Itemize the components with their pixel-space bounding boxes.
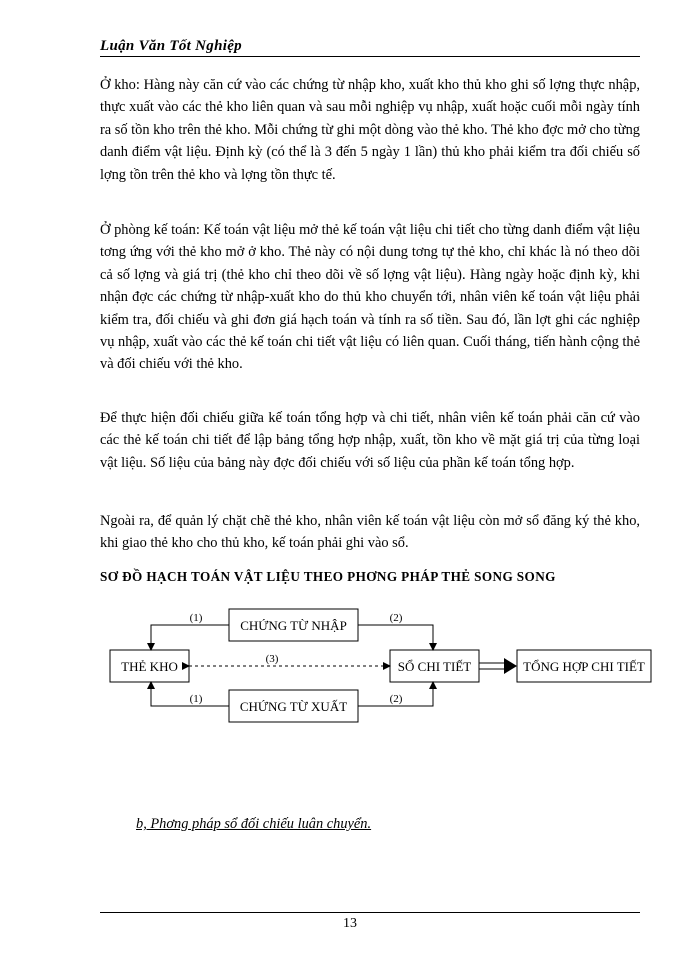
box-tong-hop-chi-tiet-label: TỔNG HỢP CHI TIẾT — [523, 659, 645, 674]
diagram-title: SƠ ĐỒ HẠCH TOÁN VẬT LIỆU THEO PHƠNG PHÁP THẺ SONG SONG — [100, 569, 556, 584]
label-middle: (3) — [265, 653, 279, 665]
page-number: 13 — [343, 916, 357, 931]
arrow-nhap-to-so-chi-tiet — [358, 625, 433, 650]
header-title: Luận Văn Tốt Nghiệp — [100, 38, 242, 54]
footer-divider — [100, 912, 640, 913]
paragraph-accounting-room: Ở phòng kế toán: Kế toán vật liệu mở thẻ kế toán vật liệu chi tiết cho từng danh điểm vật liệu tơng ứng với thẻ kho mở ở kho. Thẻ này có nội dung tơng tự thẻ kho, chỉ khác là nó theo dõi cả số lợng và giá trị (thẻ kho chỉ theo dõi về số lợng vật liệu). Hàng ngày hoặc định kỳ, khi nhận đợc các chứng từ nhập-xuất kho do thủ kho chuyển tới, nhân viên kế toán vật liệu phải kiểm tra, đối chiếu và ghi đơn giá hạch toán và tính ra số tiền. Sau đó, lần lợt ghi các nghiệp vụ nhập, xuất vào các thẻ kế toán chi tiết vật liệu có liên quan. Cuối tháng, tiến hành cộng thẻ và đối chiếu với thẻ kho. — [100, 222, 640, 373]
section-subheading: b, Phơng pháp sổ đối chiếu luân chuyển. — [136, 816, 372, 832]
label-bottom-right: (2) — [389, 693, 403, 705]
arrow-double-head — [504, 658, 517, 674]
box-chung-tu-nhap-label: CHỨNG TỪ NHẬP — [240, 618, 347, 633]
label-top-left: (1) — [189, 612, 203, 624]
box-the-kho-label: THẺ KHO — [121, 659, 178, 674]
box-chung-tu-xuat-label: CHỨNG TỪ XUẤT — [239, 699, 348, 714]
paragraph-registration: Ngoài ra, để quản lý chặt chẽ thẻ kho, nhân viên kế toán vật liệu còn mở sổ đăng ký thẻ kho, khi giao thẻ kho cho thủ kho, kế toán phải ghi vào sổ. — [100, 513, 640, 552]
paragraph-reconciliation: Để thực hiện đối chiếu giữa kế toán tổng hợp và chi tiết, nhân viên kế toán phải căn cứ vào các thẻ kế toán chi tiết để lập bảng tổng hợp nhập, xuất, tồn kho về mặt giá trị của từng loại vật liệu. Số liệu của bảng này đợc đối chiếu với số liệu của phần kế toán tổng hợp. — [100, 410, 640, 471]
box-so-chi-tiet-label: SỔ CHI TIẾT — [397, 659, 472, 674]
label-bottom-left: (1) — [189, 693, 203, 705]
paragraph-warehouse: Ở kho: Hàng này căn cứ vào các chứng từ nhập kho, xuất kho thủ kho ghi số lợng thực nhập, thực xuất vào các thẻ kho liên quan và sau mỗi nghiệp vụ nhập, xuất hoặc cuối mỗi ngày tính ra số tồn kho trên thẻ kho. Mỗi chứng từ ghi một dòng vào thẻ kho. Thẻ kho đợc mở cho từng danh điểm vật liệu. Định kỳ (có thể là 3 đến 5 ngày 1 lần) thủ kho phải kiểm tra đối chiếu số lợng tồn trên thẻ kho và lợng tồn thực tế. — [100, 77, 640, 183]
label-top-right: (2) — [389, 612, 403, 624]
arrow-nhap-to-the-kho — [151, 625, 229, 650]
